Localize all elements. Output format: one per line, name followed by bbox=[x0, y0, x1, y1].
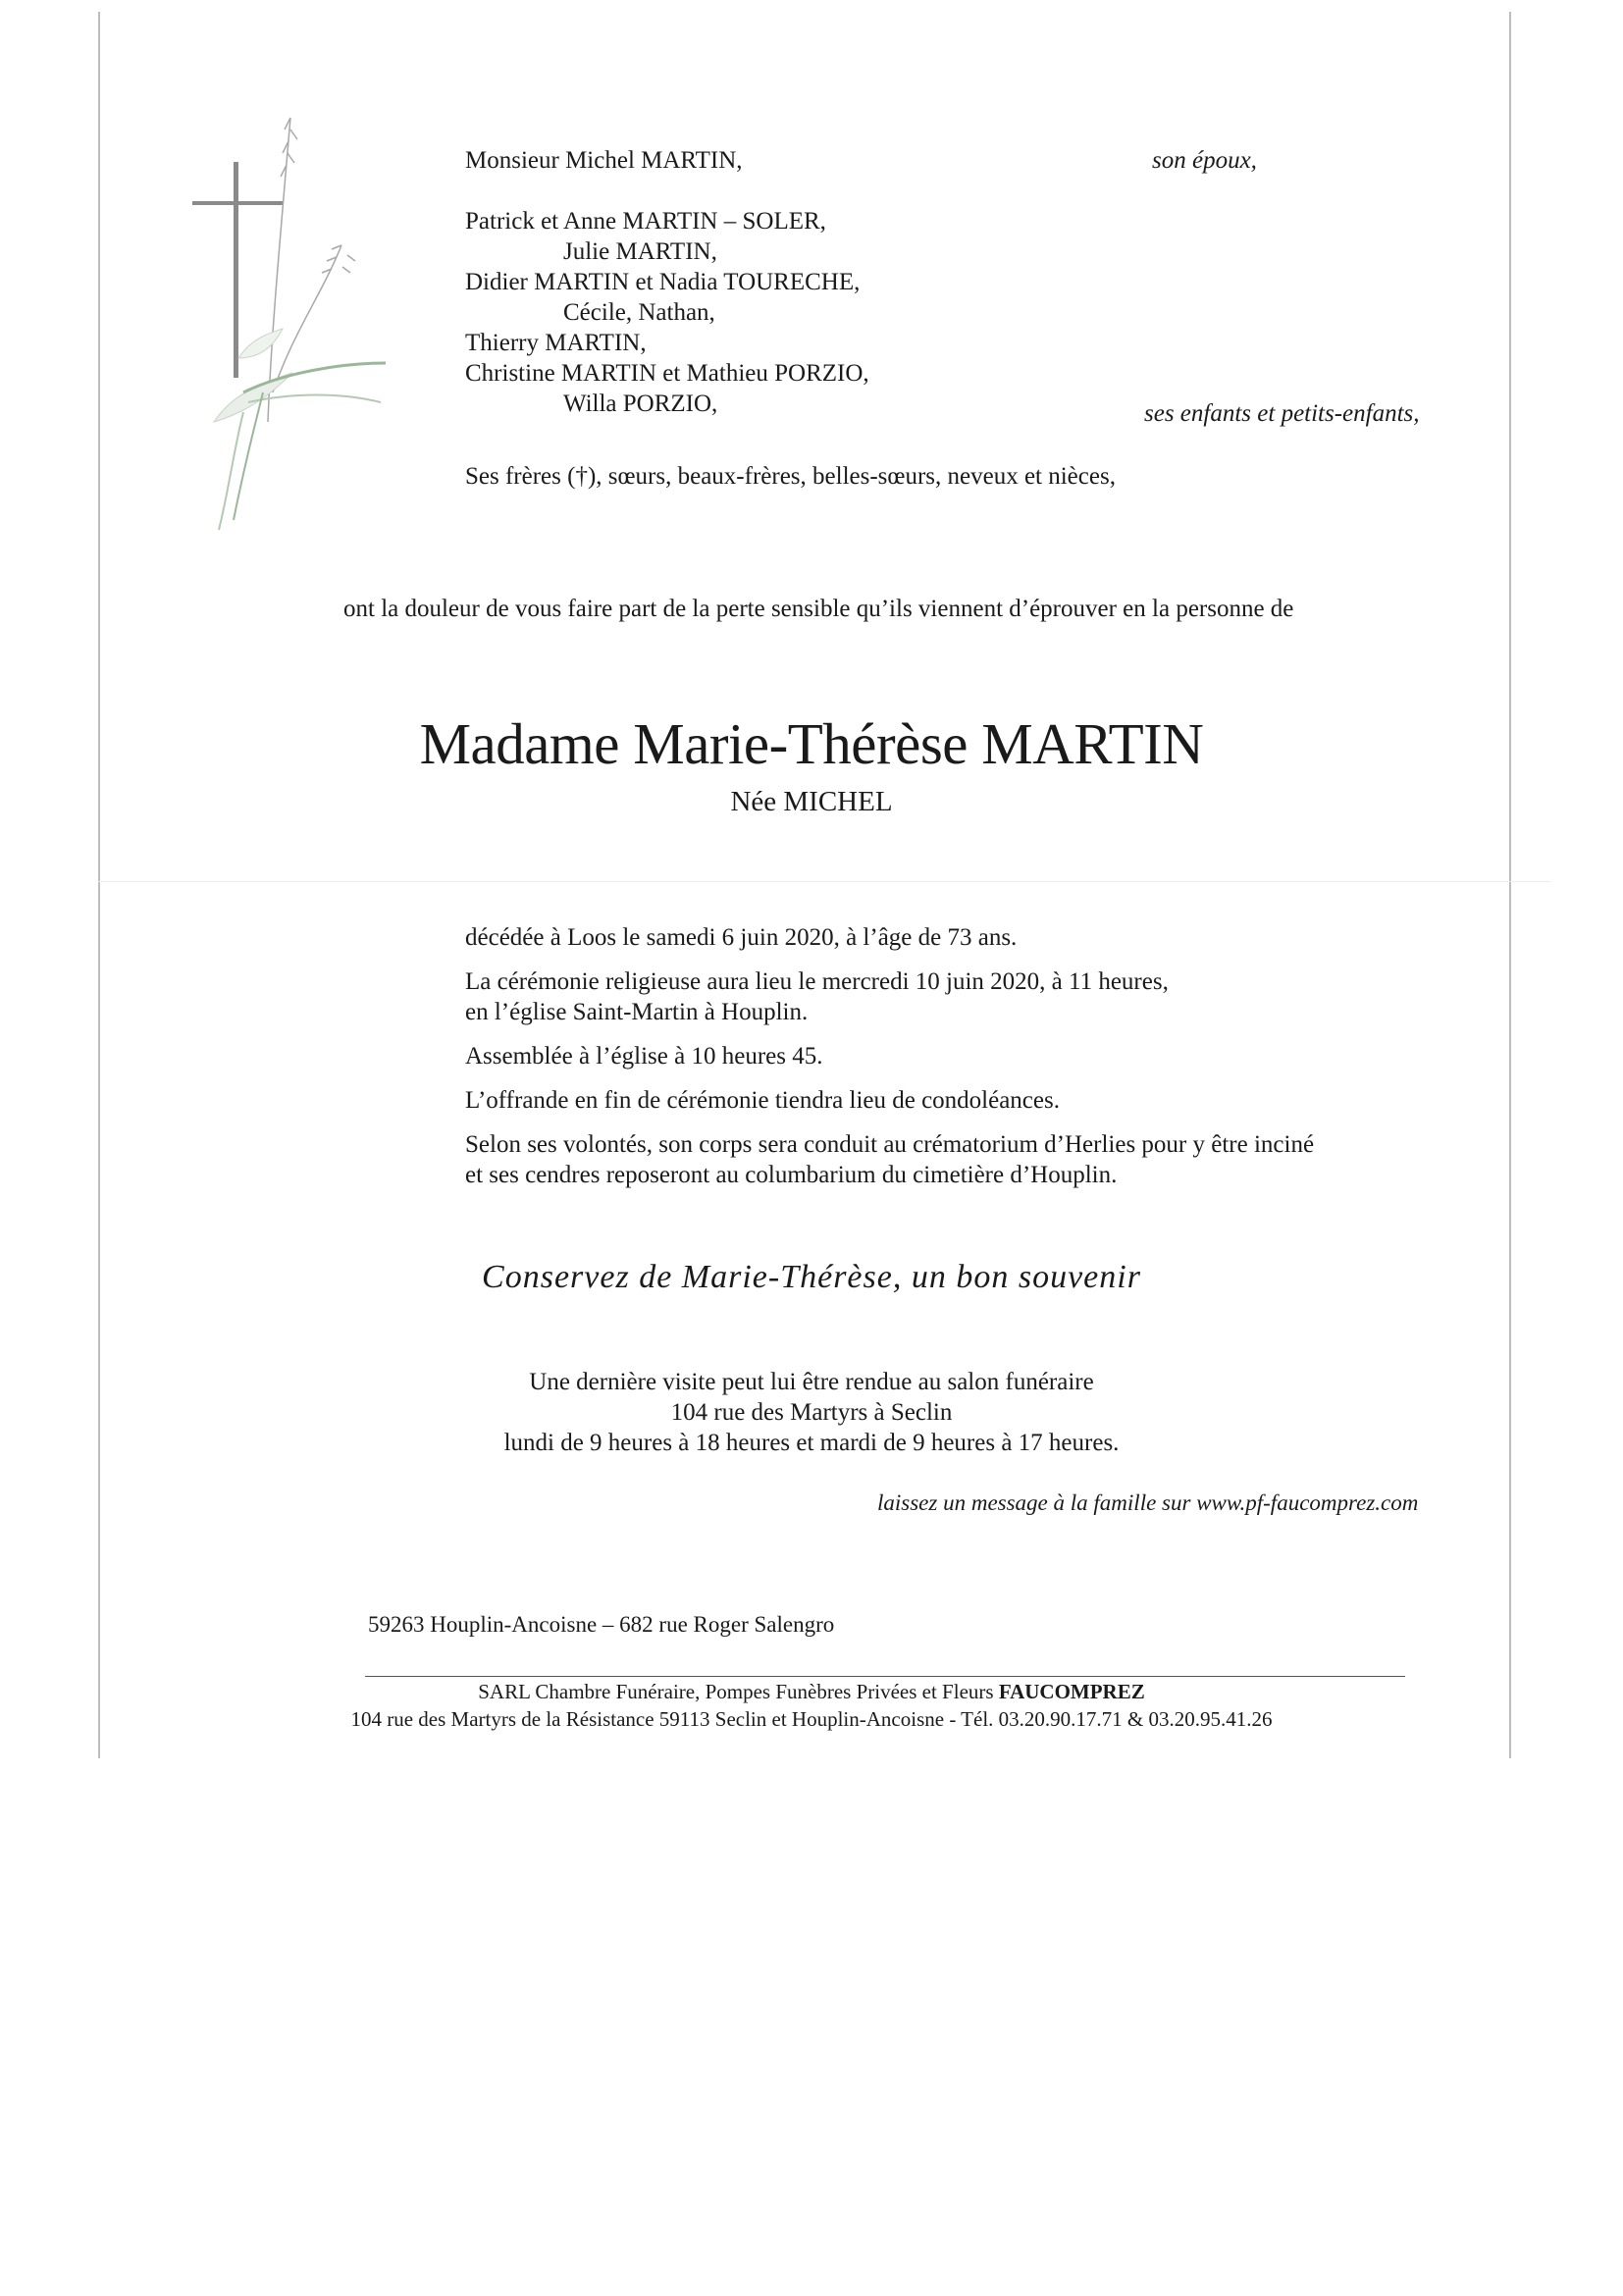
siblings-line: Ses frères (†), sœurs, beaux-frères, belles-sœurs, neveux et nièces, bbox=[465, 463, 1116, 490]
deceased-name: Madame Marie-Thérèse MARTIN bbox=[419, 711, 1204, 776]
announcement-text: ont la douleur de vous faire part de la perte sensible qu’ils viennent d’éprouver en la personne de bbox=[343, 596, 1294, 622]
death-line: décédée à Loos le samedi 6 juin 2020, à l’âge de 73 ans. bbox=[465, 924, 1018, 951]
church-line: en l’église Saint-Martin à Houplin. bbox=[465, 999, 809, 1025]
maiden-name: Née MICHEL bbox=[730, 786, 893, 817]
child-line: Patrick et Anne MARTIN – SOLER, bbox=[465, 208, 826, 235]
footer-company bbox=[0, 1680, 1623, 1704]
assembly-line: Assemblée à l’église à 10 heures 45. bbox=[465, 1043, 823, 1070]
child-line: Willa PORZIO, bbox=[563, 391, 718, 417]
cross-lily-illustration bbox=[175, 98, 400, 540]
footer-company-name: FAUCOMPREZ bbox=[998, 1680, 1145, 1703]
offering-line: L’offrande en fin de cérémonie tiendra lieu de condoléances. bbox=[465, 1087, 1060, 1114]
visit-line: Une dernière visite peut lui être rendue au salon funéraire bbox=[529, 1369, 1094, 1395]
visit-address: 104 rue des Martyrs à Seclin bbox=[670, 1399, 953, 1426]
memory-phrase: Conservez de Marie-Thérèse, un bon souvenir bbox=[482, 1259, 1141, 1295]
footer-divider bbox=[365, 1676, 1405, 1677]
left-border-line bbox=[98, 12, 100, 1758]
visit-hours: lundi de 9 heures à 18 heures et mardi de 9 heures à 17 heures. bbox=[503, 1430, 1120, 1456]
child-line: Didier MARTIN et Nadia TOURECHE, bbox=[465, 269, 861, 295]
children-role: ses enfants et petits-enfants, bbox=[1144, 400, 1420, 427]
child-line: Cécile, Nathan, bbox=[563, 299, 715, 326]
family-address: 59263 Houplin-Ancoisne – 682 rue Roger Salengro bbox=[368, 1612, 835, 1637]
child-line: Thierry MARTIN, bbox=[465, 330, 647, 356]
ceremony-line: La cérémonie religieuse aura lieu le mercredi 10 juin 2020, à 11 heures, bbox=[465, 968, 1169, 995]
child-line: Julie MARTIN, bbox=[563, 238, 717, 265]
wishes-line: Selon ses volontés, son corps sera conduit au crématorium d’Herlies pour y être inciné bbox=[465, 1131, 1315, 1158]
footer-address: 104 rue des Martyrs de la Résistance 59113 Seclin et Houplin-Ancoisne - Tél. 03.20.90.17.71 & 03.20.95.41.26 bbox=[350, 1707, 1273, 1731]
spouse-name: Monsieur Michel MARTIN, bbox=[465, 147, 743, 174]
ashes-line: et ses cendres reposeront au columbarium du cimetière d’Houplin. bbox=[465, 1162, 1118, 1188]
fold-line bbox=[98, 881, 1550, 882]
website-note[interactable]: laissez un message à la famille sur www.pf-faucomprez.com bbox=[877, 1490, 1419, 1515]
lily-icon bbox=[214, 329, 386, 530]
right-border-line bbox=[1509, 12, 1511, 1758]
footer-company-prefix: SARL Chambre Funéraire, Pompes Funèbres Privées et Fleurs bbox=[478, 1680, 999, 1703]
spouse-role: son époux, bbox=[1152, 147, 1257, 174]
child-line: Christine MARTIN et Mathieu PORZIO, bbox=[465, 360, 869, 387]
